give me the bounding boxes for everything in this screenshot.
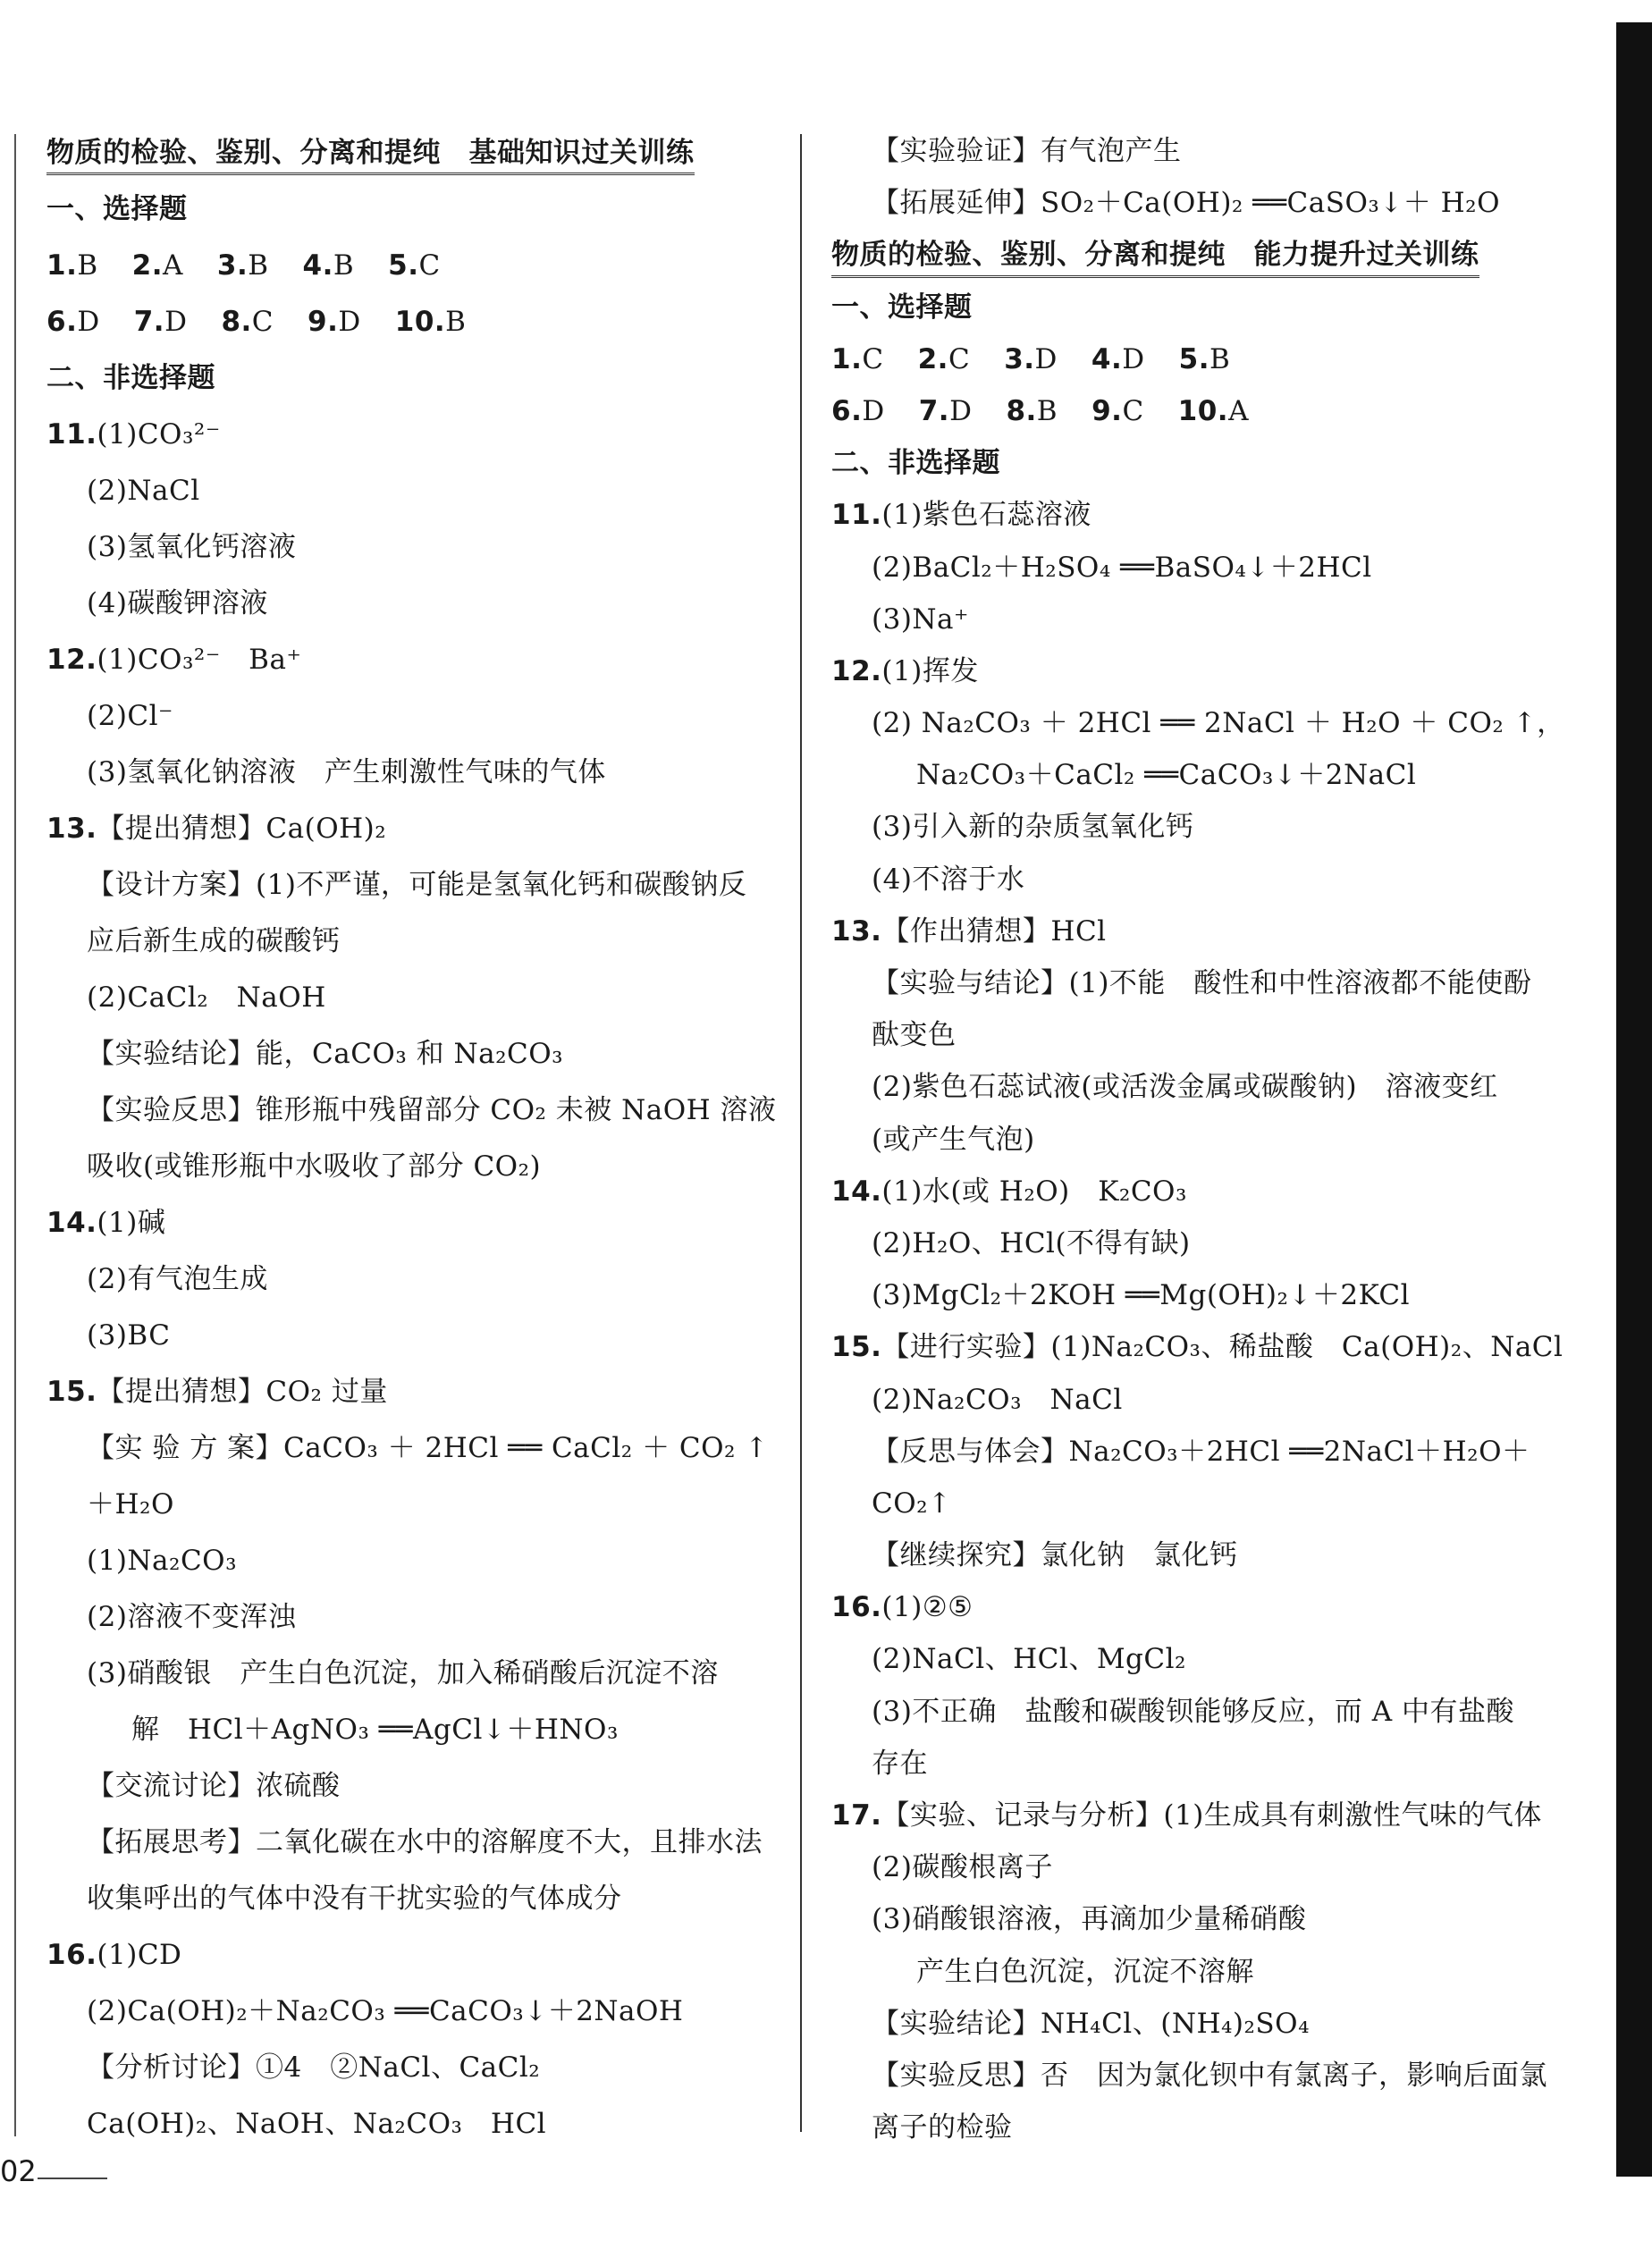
answer-text: 【反思与体会】Na₂CO₃＋2HCl ══2NaCl＋H₂O＋: [872, 1435, 1530, 1468]
answer-line: [831, 1217, 1596, 1269]
answer-text: (3)MgCl₂＋2KOH ══Mg(OH)₂↓＋2KCl: [872, 1279, 1411, 1312]
answer-line: [46, 1871, 811, 1927]
question-number: 5.: [1178, 342, 1210, 375]
choice-answer: [46, 249, 98, 282]
answer-line: [831, 1374, 1596, 1426]
choice-letter: C: [251, 306, 274, 338]
answer-line: [831, 1321, 1596, 1373]
choice-answer: [831, 395, 885, 427]
answer-line: [46, 1646, 811, 1702]
answer-text: ＋H₂O: [87, 1488, 174, 1520]
choice-answer: [918, 343, 971, 375]
answer-text: (4)碳酸钾溶液: [87, 587, 268, 619]
choice-answer-row: [831, 333, 1596, 385]
choice-letter: C: [948, 342, 971, 375]
answer-text: 【实验反思】否 因为氯化钡中有氯离子，影响后面氯: [872, 2059, 1547, 2092]
choice-letter: B: [77, 249, 98, 282]
answer-text: (1)CO₃²⁻ Ba⁺: [97, 644, 302, 676]
answer-text: 解 HCl＋AgNO₃ ══AgCl↓＋HNO₃: [131, 1714, 619, 1746]
answer-line: [46, 1815, 811, 1871]
answer-line: [46, 463, 811, 519]
question-number: 7.: [918, 394, 950, 427]
question-number: 4.: [302, 249, 333, 282]
answer-line: [46, 857, 811, 914]
answer-text: 【分析讨论】①4 ②NaCl、CaCl₂: [87, 2051, 541, 2084]
answer-line: [46, 2040, 811, 2096]
answer-text: (2)H₂O、HCl(不得有缺): [872, 1226, 1191, 1259]
answer-text: 吸收(或锥形瓶中水吸收了部分 CO₂): [87, 1150, 542, 1183]
answer-text: 产生白色沉淀，沉淀不溶解: [916, 1955, 1254, 1988]
answer-text: (1)水(或 H₂O) K₂CO₃: [881, 1175, 1187, 1208]
answer-line: [831, 697, 1596, 749]
question-number: 9.: [1092, 394, 1123, 427]
answer-text: (1)②⑤: [881, 1591, 974, 1624]
choice-answer: [221, 306, 274, 338]
answer-line: [831, 594, 1596, 645]
answer-text: (1)Na₂CO₃: [87, 1545, 238, 1577]
answer-line: [46, 1477, 811, 1533]
answer-line: [46, 407, 811, 463]
choice-answer: [1092, 343, 1145, 375]
question-number: 10.: [394, 306, 446, 338]
choice-answer: [1179, 343, 1231, 375]
answer-text: (3)BC: [87, 1319, 171, 1352]
answer-line: [831, 645, 1596, 697]
answer-text: 【交流讨论】浓硫酸: [87, 1770, 341, 1802]
answer-line: [46, 1984, 811, 2040]
answer-line: [831, 1061, 1596, 1113]
choice-answer: [919, 395, 973, 427]
answer-line: [831, 1529, 1596, 1581]
answer-line: [831, 957, 1596, 1009]
left-margin-rule: [14, 134, 16, 2136]
answer-line: [831, 801, 1596, 853]
answer-text: Ca(OH)₂、NaOH、Na₂CO₃ HCl: [87, 2108, 547, 2140]
right-column: [831, 125, 1596, 2153]
question-number: 7.: [133, 306, 165, 338]
answer-line: [831, 1841, 1596, 1893]
answer-line: [831, 489, 1596, 541]
answer-text: (2)Ca(OH)₂＋Na₂CO₃ ══CaCO₃↓＋2NaOH: [87, 1995, 684, 2027]
choice-letter: B: [1036, 394, 1058, 427]
answer-line: [46, 1927, 811, 1984]
choice-answer: [132, 249, 183, 282]
choice-letter: C: [418, 249, 441, 282]
answer-line: [831, 1790, 1596, 1841]
answer-text: 应后新生成的碳酸钙: [87, 925, 341, 957]
answer-line: [831, 177, 1596, 229]
answer-text: (3)氢氧化钙溶液: [87, 531, 297, 563]
answer-line: [831, 1581, 1596, 1633]
answer-text: (2)碳酸根离子: [872, 1851, 1053, 1884]
answer-text: (3)硝酸银溶液，再滴加少量稀硝酸: [872, 1903, 1307, 1936]
answer-text: 存在: [872, 1747, 928, 1780]
answer-line: [46, 2096, 811, 2152]
answer-text: (3)氢氧化钠溶液 产生刺激性气味的气体: [87, 756, 606, 788]
choice-answer: [308, 306, 361, 338]
answer-line: [46, 632, 811, 688]
answer-text: (2)有气泡生成: [87, 1263, 268, 1295]
choice-answer: [46, 306, 100, 338]
question-number: 9.: [308, 306, 339, 338]
answer-line: [46, 688, 811, 745]
question-number: 14.: [831, 1175, 882, 1208]
answer-line: [831, 1114, 1596, 1166]
answer-text: (4)不溶于水: [872, 863, 1025, 896]
answer-text: 离子的检验: [872, 2111, 1013, 2144]
question-number: 8.: [221, 306, 252, 338]
question-number: 8.: [1006, 394, 1037, 427]
choice-letter: A: [163, 249, 183, 282]
answer-line: [831, 1998, 1596, 2050]
answer-text: Na₂CO₃＋CaCl₂ ══CaCO₃↓＋2NaCl: [916, 759, 1417, 792]
choice-letter: D: [1122, 342, 1145, 375]
choice-letter: B: [333, 249, 355, 282]
answer-line: [831, 1269, 1596, 1321]
choice-answer: [831, 343, 884, 375]
choice-answer: [395, 306, 467, 338]
choice-answer: [1178, 395, 1249, 427]
question-number: 13.: [831, 914, 882, 948]
answer-text: 【提出猜想】CO₂ 过量: [97, 1376, 388, 1408]
answer-line: [831, 1633, 1596, 1685]
section-heading: 物质的检验、鉴别、分离和提纯 基础知识过关训练: [46, 135, 695, 175]
choice-letter: B: [248, 249, 269, 282]
answer-line: [831, 1946, 1596, 1998]
answer-line: [46, 1308, 811, 1364]
answer-text: (1)CO₃²⁻: [97, 418, 221, 451]
left-column: [46, 125, 811, 2152]
answer-line: [46, 1589, 811, 1646]
question-number: 3.: [216, 249, 249, 282]
subsection-title: 一、选择题: [46, 193, 188, 225]
choice-letter: C: [1122, 394, 1144, 427]
answer-line: [46, 1702, 811, 1758]
answer-line: [46, 1364, 811, 1420]
answer-text: 【实 验 方 案】CaCO₃ ＋ 2HCl ══ CaCl₂ ＋ CO₂ ↑: [87, 1432, 769, 1464]
choice-letter: B: [1209, 342, 1231, 375]
answer-text: CO₂↑: [872, 1487, 952, 1520]
choice-answer-row: [46, 294, 811, 350]
answer-text: 【进行实验】(1)Na₂CO₃、稀盐酸 Ca(OH)₂、NaCl: [881, 1331, 1564, 1364]
answer-line: [46, 801, 811, 857]
answer-line: [46, 1026, 811, 1082]
answer-text: (1)挥发: [881, 654, 979, 687]
choice-answer-row: [831, 385, 1596, 437]
answer-text: 收集呼出的气体中没有干扰实验的气体成分: [87, 1883, 622, 1915]
subsection-title: 二、非选择题: [46, 362, 215, 394]
answer-line: [46, 1082, 811, 1139]
page-number: 02: [0, 2154, 37, 2188]
answer-line: [831, 749, 1596, 801]
choice-letter: D: [949, 394, 973, 427]
answer-line: [831, 1686, 1596, 1738]
choice-letter: D: [164, 306, 188, 338]
answer-text: (2)NaCl: [87, 475, 200, 507]
question-number: 15.: [831, 1331, 882, 1364]
answer-line: [46, 1139, 811, 1195]
answer-line: [46, 1420, 811, 1477]
answer-text: 【拓展思考】二氧化碳在水中的溶解度不大，且排水法: [87, 1826, 763, 1858]
section-heading-row: [46, 125, 811, 181]
choice-answer-row: [46, 238, 811, 294]
question-number: 6.: [831, 394, 863, 427]
answer-text: 【继续探究】氯化钠 氯化钙: [872, 1539, 1238, 1572]
choice-answer: [388, 249, 441, 282]
choice-answer: [217, 249, 269, 282]
answer-line: [831, 2050, 1596, 2102]
question-number: 6.: [46, 306, 78, 338]
question-number: 12.: [46, 644, 97, 676]
choice-answer: [1092, 395, 1144, 427]
question-number: 3.: [1004, 342, 1035, 375]
choice-letter: D: [77, 306, 100, 338]
answer-line: [46, 1195, 811, 1251]
choice-answer: [1006, 395, 1058, 427]
choice-answer: [134, 306, 188, 338]
answer-text: (1)CD: [97, 1939, 182, 1971]
answer-line: [831, 1426, 1596, 1478]
choice-letter: B: [445, 306, 467, 338]
answer-text: 【作出猜想】HCl: [881, 914, 1107, 948]
answer-text: 【拓展延伸】SO₂＋Ca(OH)₂ ══CaSO₃↓＋ H₂O: [872, 187, 1501, 220]
answer-text: (3)引入新的杂质氢氧化钙: [872, 811, 1194, 844]
answer-line: [46, 519, 811, 576]
question-number: 2.: [917, 342, 948, 375]
choice-answer: [303, 249, 355, 282]
answer-text: 【提出猜想】Ca(OH)₂: [97, 813, 387, 845]
answer-line: [46, 1758, 811, 1815]
answer-text: (或产生气泡): [872, 1123, 1035, 1156]
question-number: 10.: [1177, 394, 1229, 427]
page-number-rule: [38, 2178, 107, 2179]
question-number: 16.: [831, 1591, 882, 1624]
question-number: 2.: [131, 249, 163, 282]
answer-text: (3)不正确 盐酸和碳酸钡能够反应，而 A 中有盐酸: [872, 1695, 1515, 1728]
answer-text: (2)紫色石蕊试液(或活泼金属或碳酸钠) 溶液变红: [872, 1071, 1498, 1104]
answer-text: (2)Na₂CO₃ NaCl: [872, 1383, 1123, 1416]
answer-text: 【实验验证】有气泡产生: [872, 135, 1182, 167]
subsection-title: 一、选择题: [831, 291, 973, 324]
answer-text: (2) Na₂CO₃ ＋ 2HCl ══ 2NaCl ＋ H₂O ＋ CO₂ ↑，: [872, 707, 1565, 740]
question-number: 5.: [388, 249, 419, 282]
choice-letter: D: [338, 306, 361, 338]
answer-text: (2)CaCl₂ NaOH: [87, 981, 326, 1014]
scan-edge-bar: [1616, 22, 1652, 2177]
answer-text: (3)硝酸银 产生白色沉淀，加入稀硝酸后沉淀不溶: [87, 1657, 719, 1689]
question-number: 1.: [831, 342, 863, 375]
answer-text: 【实验反思】锥形瓶中残留部分 CO₂ 未被 NaOH 溶液: [87, 1094, 777, 1126]
answer-line: [46, 914, 811, 970]
subsection-title: 二、非选择题: [831, 447, 1000, 480]
answer-text: 【实验结论】NH₄Cl、(NH₄)₂SO₄: [872, 2007, 1311, 2040]
answer-line: [831, 1478, 1596, 1529]
section-heading: 物质的检验、鉴别、分离和提纯 能力提升过关训练: [831, 237, 1479, 277]
answer-text: (2)NaCl、HCl、MgCl₂: [872, 1643, 1186, 1676]
answer-line: [831, 854, 1596, 906]
answer-text: 【设计方案】(1)不严谨，可能是氢氧化钙和碳酸钠反: [87, 869, 747, 901]
answer-line: [831, 1738, 1596, 1790]
answer-line: [46, 1251, 811, 1308]
section-heading-row: [831, 229, 1596, 281]
answer-line: [831, 1166, 1596, 1217]
answer-text: (2)溶液不变浑浊: [87, 1601, 297, 1633]
choice-letter: A: [1228, 394, 1249, 427]
answer-line: [46, 576, 811, 632]
question-number: 14.: [46, 1207, 97, 1239]
choice-answer: [1004, 343, 1058, 375]
answer-text: (1)紫色石蕊溶液: [881, 499, 1092, 532]
choice-letter: C: [862, 342, 884, 375]
answer-text: 【实验与结论】(1)不能 酸性和中性溶液都不能使酚: [872, 967, 1532, 999]
answer-line: [831, 1893, 1596, 1945]
question-number: 15.: [46, 1376, 97, 1408]
answer-text: 【实验结论】能，CaCO₃ 和 Na₂CO₃: [87, 1038, 564, 1070]
answer-line: [831, 906, 1596, 957]
question-number: 1.: [46, 249, 78, 282]
answer-line: [46, 1533, 811, 1589]
answer-text: (2)BaCl₂＋H₂SO₄ ══BaSO₄↓＋2HCl: [872, 551, 1372, 584]
answer-line: [46, 970, 811, 1026]
answer-line: [831, 542, 1596, 594]
answer-text: 【实验、记录与分析】(1)生成具有刺激性气味的气体: [881, 1799, 1542, 1832]
question-number: 12.: [831, 654, 882, 687]
answer-text: (3)Na⁺: [872, 602, 969, 636]
question-number: 13.: [46, 813, 97, 845]
answer-text: (2)Cl⁻: [87, 700, 173, 732]
answer-line: [831, 125, 1596, 177]
question-number: 17.: [831, 1799, 882, 1832]
answer-line: [831, 2102, 1596, 2153]
answer-line: [831, 1009, 1596, 1061]
question-number: 11.: [46, 418, 97, 451]
question-number: 11.: [831, 499, 882, 532]
question-number: 4.: [1091, 342, 1123, 375]
answer-text: (1)碱: [97, 1207, 166, 1239]
question-number: 16.: [46, 1939, 97, 1971]
choice-letter: D: [1034, 342, 1058, 375]
answer-line: [46, 745, 811, 801]
answer-text: 酞变色: [872, 1019, 957, 1052]
choice-letter: D: [862, 394, 885, 427]
